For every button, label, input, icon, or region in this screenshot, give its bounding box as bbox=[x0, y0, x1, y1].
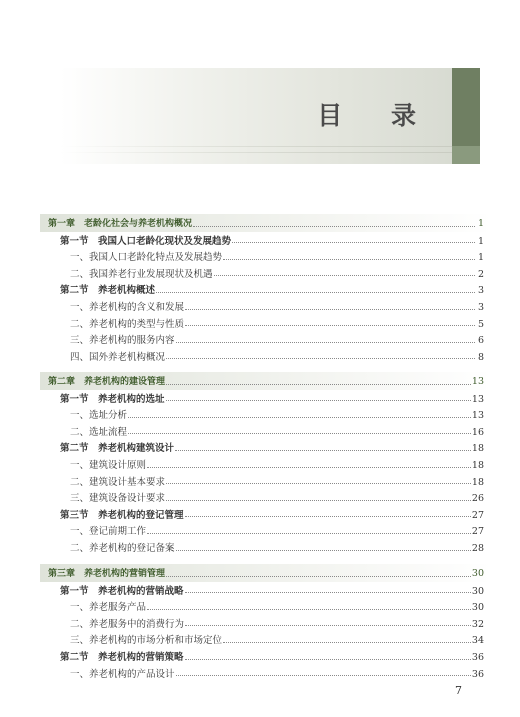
toc-item-row[interactable] bbox=[48, 616, 484, 632]
toc-item-label: 三、建筑设备设计要求 bbox=[70, 493, 166, 505]
toc-page-number: 30 bbox=[471, 585, 484, 597]
toc-page-number: 27 bbox=[471, 509, 484, 521]
dot-leader bbox=[175, 450, 471, 451]
dot-leader bbox=[147, 533, 471, 534]
toc-page-number: 26 bbox=[471, 493, 484, 505]
toc-item-label: 二、选址流程 bbox=[70, 426, 128, 438]
toc-section-row[interactable] bbox=[48, 233, 484, 249]
dot-leader bbox=[176, 675, 471, 676]
toc-item-row[interactable] bbox=[48, 299, 484, 315]
dot-leader bbox=[223, 259, 475, 260]
toc-chapter-row[interactable] bbox=[48, 216, 484, 232]
dot-leader bbox=[176, 550, 471, 551]
toc-item-row[interactable] bbox=[48, 266, 484, 282]
toc-item-row[interactable] bbox=[48, 632, 484, 648]
toc-page-number: 36 bbox=[471, 652, 484, 663]
toc-page-number: 13 bbox=[471, 376, 484, 387]
dot-leader bbox=[147, 467, 471, 468]
toc-section-row[interactable] bbox=[48, 507, 484, 523]
toc-item-row[interactable] bbox=[48, 316, 484, 332]
toc-page-number: 3 bbox=[477, 302, 484, 313]
toc-section-label: 第二节 养老机构概述 bbox=[60, 285, 156, 297]
toc-page-number: 30 bbox=[471, 602, 484, 614]
toc-page-number: 30 bbox=[471, 568, 484, 579]
toc-item-label: 一、养老机构的含义和发展 bbox=[70, 302, 185, 313]
dot-leader bbox=[185, 659, 471, 660]
toc-section-label: 第一节 养老机构的营销战略 bbox=[60, 585, 184, 597]
toc-item-label: 二、养老服务中的消费行为 bbox=[70, 618, 185, 630]
page-number: 7 bbox=[455, 684, 462, 697]
toc-item-row[interactable] bbox=[48, 523, 484, 539]
toc-page-number: 18 bbox=[471, 476, 484, 488]
toc-section-label: 第二节 养老机构的营销策略 bbox=[60, 652, 184, 663]
toc-page-number: 16 bbox=[471, 426, 484, 438]
dot-leader bbox=[166, 358, 475, 359]
toc-item-row[interactable] bbox=[48, 599, 484, 615]
toc-page-number: 18 bbox=[471, 460, 484, 471]
toc-page-number: 34 bbox=[471, 635, 484, 647]
toc-item-label: 二、我国养老行业发展现状及机遇 bbox=[70, 268, 213, 280]
toc-item-row[interactable] bbox=[48, 490, 484, 506]
dot-leader bbox=[185, 592, 471, 593]
toc-item-label: 一、建筑设计原则 bbox=[70, 460, 147, 471]
dot-leader bbox=[223, 642, 471, 643]
dot-leader bbox=[185, 309, 475, 310]
toc-section-label: 第二节 养老机构建筑设计 bbox=[60, 443, 175, 455]
toc-section-row[interactable] bbox=[48, 282, 484, 298]
toc-section-label: 第一节 养老机构的选址 bbox=[60, 393, 165, 405]
toc-item-label: 三、养老机构的市场分析和市场定位 bbox=[70, 635, 223, 647]
toc-chapter-row[interactable] bbox=[48, 374, 484, 390]
toc-page-number: 36 bbox=[471, 668, 484, 680]
toc-item-label: 四、国外养老机构概况 bbox=[70, 351, 166, 363]
toc-item-row[interactable] bbox=[48, 666, 484, 682]
dot-leader bbox=[232, 242, 475, 243]
toc-section-row[interactable] bbox=[48, 440, 484, 456]
toc-item-label: 一、养老服务产品 bbox=[70, 602, 147, 614]
toc-page-number: 13 bbox=[471, 410, 484, 422]
toc-page-number: 27 bbox=[471, 526, 484, 538]
toc-item-row[interactable] bbox=[48, 474, 484, 490]
toc-chapter-label: 第三章 养老机构的营销管理 bbox=[48, 569, 166, 579]
page-title: 目 录 bbox=[317, 101, 436, 130]
toc-section-row[interactable] bbox=[48, 649, 484, 665]
toc-item-label: 一、选址分析 bbox=[70, 410, 128, 422]
dot-leader bbox=[128, 433, 471, 434]
toc-item-label: 二、养老机构的登记备案 bbox=[70, 543, 175, 554]
dot-leader bbox=[166, 400, 471, 401]
toc-page-number: 32 bbox=[471, 618, 484, 630]
dot-leader bbox=[128, 417, 471, 418]
toc-page-number: 1 bbox=[477, 218, 484, 229]
dot-leader bbox=[176, 342, 475, 343]
toc-page-number: 3 bbox=[477, 285, 484, 297]
toc-item-row[interactable] bbox=[48, 457, 484, 473]
toc-page-number: 1 bbox=[477, 235, 484, 247]
dot-leader bbox=[147, 609, 471, 610]
toc-item-label: 二、建筑设计基本要求 bbox=[70, 476, 166, 488]
toc-page-number: 2 bbox=[477, 268, 484, 280]
toc-page-number: 1 bbox=[477, 252, 484, 264]
dot-leader bbox=[166, 384, 471, 385]
toc-item-row[interactable] bbox=[48, 424, 484, 440]
toc-page-number: 28 bbox=[471, 543, 484, 554]
toc-chapter-label: 第一章 老龄化社会与养老机构概况 bbox=[48, 219, 193, 229]
toc-item-label: 二、养老机构的类型与性质 bbox=[70, 318, 185, 330]
toc-chapter-label: 第二章 养老机构的建设管理 bbox=[48, 377, 166, 387]
toc-chapter-row[interactable] bbox=[48, 566, 484, 582]
dot-leader bbox=[166, 576, 471, 577]
toc-item-row[interactable] bbox=[48, 349, 484, 365]
dot-leader bbox=[185, 516, 471, 517]
dot-leader bbox=[166, 500, 471, 501]
toc-section-row[interactable] bbox=[48, 583, 484, 599]
toc-item-label: 一、养老机构的产品设计 bbox=[70, 668, 175, 680]
dot-leader bbox=[156, 292, 475, 293]
toc-page-number: 8 bbox=[477, 351, 484, 363]
toc-page-number: 13 bbox=[471, 393, 484, 405]
dot-leader bbox=[185, 325, 475, 326]
toc-item-label: 一、登记前期工作 bbox=[70, 526, 147, 538]
toc-item-row[interactable] bbox=[48, 249, 484, 265]
toc-section-label: 第一节 我国人口老龄化现状及发展趋势 bbox=[60, 235, 232, 247]
toc-item-label: 三、养老机构的服务内容 bbox=[70, 335, 175, 347]
toc-section-row[interactable] bbox=[48, 391, 484, 407]
toc-page-number: 5 bbox=[477, 318, 484, 330]
dot-leader bbox=[214, 275, 475, 276]
toc-item-row[interactable] bbox=[48, 540, 484, 556]
dot-leader bbox=[193, 226, 475, 227]
toc-item-row[interactable] bbox=[48, 332, 484, 348]
toc-section-label: 第三节 养老机构的登记管理 bbox=[60, 509, 184, 521]
toc-page-number: 6 bbox=[477, 335, 484, 347]
toc-item-row[interactable] bbox=[48, 407, 484, 423]
dot-leader bbox=[185, 625, 471, 626]
toc-item-label: 一、我国人口老龄化特点及发展趋势 bbox=[70, 252, 223, 264]
dot-leader bbox=[166, 483, 471, 484]
toc-page-number: 18 bbox=[471, 443, 484, 455]
